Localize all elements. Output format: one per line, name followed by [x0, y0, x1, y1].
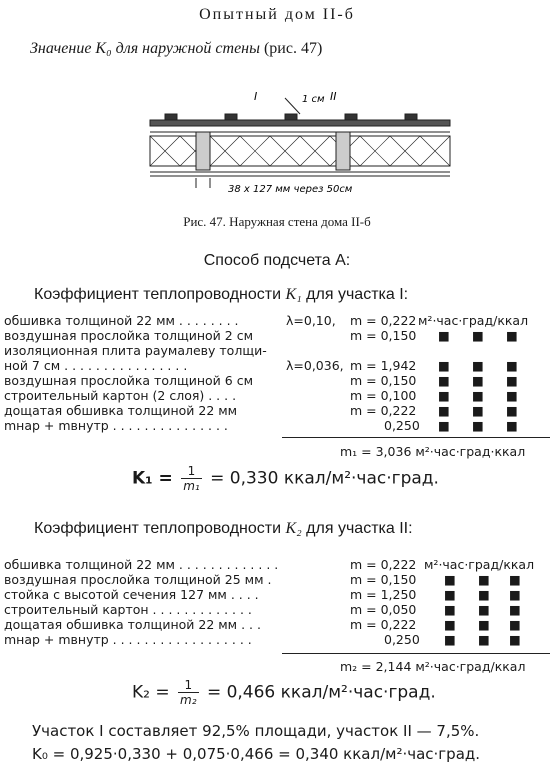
- table1-row: воздушная прослойка толщиной 2 см m = 0,150 ■ ■ ■: [4, 328, 518, 343]
- outer-cladding: [150, 120, 450, 126]
- sum-rule-1: [282, 437, 550, 438]
- method-heading: Способ подсчета А:: [203, 252, 351, 269]
- leader-line: [285, 98, 300, 114]
- section2-formula: K₂ = $\frac{1}{\text{m₂}}$ = 0,466 ккал/м²·час·град.: [132, 678, 436, 707]
- unit-label: м²·час·град/ккал: [418, 313, 529, 328]
- figure-dimension-note: 38 x 127 мм через 50см: [228, 184, 353, 195]
- table1-row: дощатая обшивка толщиной 22 мм m = 0,222 ■ ■ ■: [4, 403, 518, 418]
- unit-label: м²·час·град/ккал: [424, 557, 535, 572]
- stud-left: [196, 132, 210, 170]
- table2-row: обшивка толщиной 22 мм . . . . . . . . . . . . . m = 0,222 м²·час·град/ккал: [4, 557, 535, 572]
- figure-label-1: I: [254, 90, 258, 103]
- sum-rule-2: [282, 653, 550, 654]
- cladding-battens: [165, 114, 417, 120]
- section1-formula: K₁ = $\frac{1}{\text{m₁}}$ = 0,330 ккал/м²·час·град.: [132, 464, 439, 493]
- table2-row: mнар + mвнутр . . . . . . . . . . . . . . . . . . 0,250 ■ ■ ■: [4, 632, 521, 647]
- table2-row: строительный картон . . . . . . . . . . . . . m = 0,050 ■ ■ ■: [4, 602, 521, 617]
- insulation-hatch: [150, 136, 450, 166]
- figure-label-2: 1 см: [302, 94, 325, 105]
- table2-row: дощатая обшивка толщиной 22 мм . . . m = 0,222 ■ ■ ■: [4, 617, 521, 632]
- subtitle-text: Значение K₀ для наружной стены: [30, 40, 260, 57]
- table1-row: изоляционная плита раумалеву толщи-: [4, 343, 267, 358]
- table1-row: воздушная прослойка толщиной 6 см m = 0,150 ■ ■ ■: [4, 373, 518, 388]
- section2-heading: Коэффициент теплопроводности K₂ для участка II:: [34, 520, 413, 537]
- fraction: $\frac{1}{\text{m₁}}$: [183, 464, 200, 493]
- figure-caption: Рис. 47. Наружная стена дома II-б: [183, 214, 371, 229]
- figure-label-3: II: [330, 90, 337, 103]
- conclusion-area-share: Участок I составляет 92,5% площади, участок II — 7,5%.: [32, 722, 480, 740]
- subtitle: [30, 40, 322, 58]
- section2-sum: m₂ = 2,144 м²·час·град/ккал: [340, 659, 526, 674]
- section1-sum: m₁ = 3,036 м²·час·град·ккал: [340, 444, 526, 459]
- table1-row: ной 7 см . . . . . . . . . . . . . . . . λ=0,036, m = 1,942 ■ ■ ■: [4, 358, 518, 373]
- table1-row: строительный картон (2 слоя) . . . . m = 0,100 ■ ■ ■: [4, 388, 518, 403]
- subtitle-figure-ref: (рис. 47): [263, 40, 323, 57]
- fraction: $\frac{1}{\text{m₂}}$: [180, 678, 197, 707]
- table1-row: обшивка толщиной 22 мм . . . . . . . . λ=0,10, m = 0,222 м²·час·град/ккал: [4, 313, 529, 328]
- stud-right: [336, 132, 350, 170]
- wall-section-figure: [0, 88, 554, 206]
- section1-heading: Коэффициент теплопроводности K₁ для участка I:: [34, 286, 409, 303]
- table2-row: воздушная прослойка толщиной 25 мм . m = 0,150 ■ ■ ■: [4, 572, 521, 587]
- page-title: Опытный дом II-б: [199, 6, 355, 23]
- table2-row: стойка с высотой сечения 127 мм . . . . m = 1,250 ■ ■ ■: [4, 587, 521, 602]
- table1-row: mнар + mвнутр . . . . . . . . . . . . . . . 0,250 ■ ■ ■: [4, 418, 518, 433]
- conclusion-k0-formula: K₀ = 0,925·0,330 + 0,075·0,466 = 0,340 ккал/м²·час·град.: [32, 745, 481, 763]
